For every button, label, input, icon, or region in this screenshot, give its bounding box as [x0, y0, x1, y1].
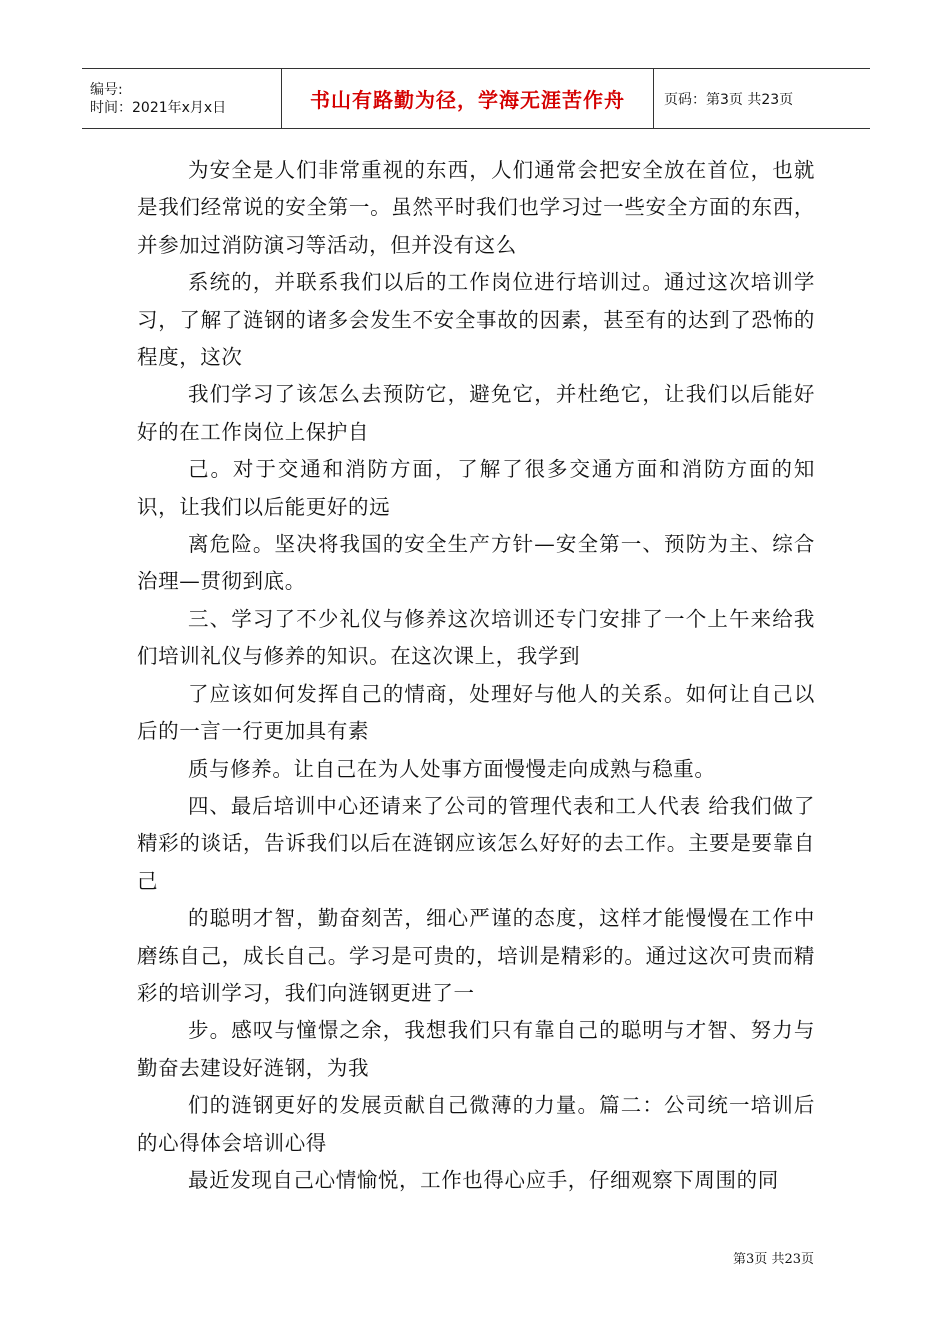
document-date-label: 时间：2021年x月x日 [90, 99, 227, 116]
paragraph: 了应该如何发挥自己的情商，处理好与他人的关系。如何让自己以后的一言一行更加具有素 [137, 681, 815, 744]
document-number-label: 编号: [90, 81, 123, 98]
page-footer [733, 1248, 814, 1267]
header-page-number: 页码：第3页 共23页 [664, 91, 794, 108]
footer-page-number: 第3页 共23页 [733, 1252, 814, 1267]
header-motto-cell [282, 69, 654, 128]
document-body [137, 152, 815, 1199]
paragraph: 三、学习了不少礼仪与修养这次培训还专门安排了一个上午来给我们培训礼仪与修养的知识。在这次课上，我学到 [137, 606, 815, 669]
paragraph: 己。对于交通和消防方面，了解了很多交通方面和消防方面的知识，让我们以后能更好的远 [137, 457, 815, 519]
paragraph: 离危险。坚决将我国的安全生产方针—安全第一、预防为主、综合治理—贯彻到底。 [137, 532, 815, 594]
header-motto: 书山有路勤为径，学海无涯苦作舟 [310, 88, 625, 112]
paragraph: 质与修养。让自己在为人处事方面慢慢走向成熟与稳重。 [188, 756, 716, 781]
paragraph: 我们学习了该怎么去预防它，避免它，并杜绝它，让我们以后能好好的在工作岗位上保护自 [137, 382, 815, 444]
header-meta-cell [82, 69, 282, 128]
paragraph: 们的涟钢更好的发展贡献自己微薄的力量。篇二：公司统一培训后的心得体会培训心得 [137, 1093, 815, 1155]
header-page-cell [654, 69, 870, 128]
paragraph: 为安全是人们非常重视的东西，人们通常会把安全放在首位，也就是我们经常说的安全第一。虽然平时我们也学习过一些安全方面的东西，并参加过消防演习等活动，但并没有这么 [137, 158, 815, 257]
paragraph: 四、最后培训中心还请来了公司的管理代表和工人代表 给我们做了精彩的谈话，告诉我们以后在涟钢应该怎么好好的去工作。主要是要靠自己 [137, 793, 815, 893]
paragraph: 最近发现自己心情愉悦，工作也得心应手，仔细观察下周围的同 [188, 1167, 779, 1192]
paragraph: 系统的，并联系我们以后的工作岗位进行培训过。通过这次培训学习，了解了涟钢的诸多会发生不安全事故的因素，甚至有的达到了恐怖的程度，这次 [137, 270, 815, 370]
paragraph: 步。感叹与憧憬之余，我想我们只有靠自己的聪明与才智、努力与勤奋去建设好涟钢，为我 [137, 1018, 815, 1080]
paragraph: 的聪明才智，勤奋刻苦，细心严谨的态度，这样才能慢慢在工作中磨练自己，成长自己。学习是可贵的，培训是精彩的。通过这次可贵而精彩的培训学习，我们向涟钢更进了一 [137, 906, 815, 1005]
page-header [82, 68, 870, 129]
